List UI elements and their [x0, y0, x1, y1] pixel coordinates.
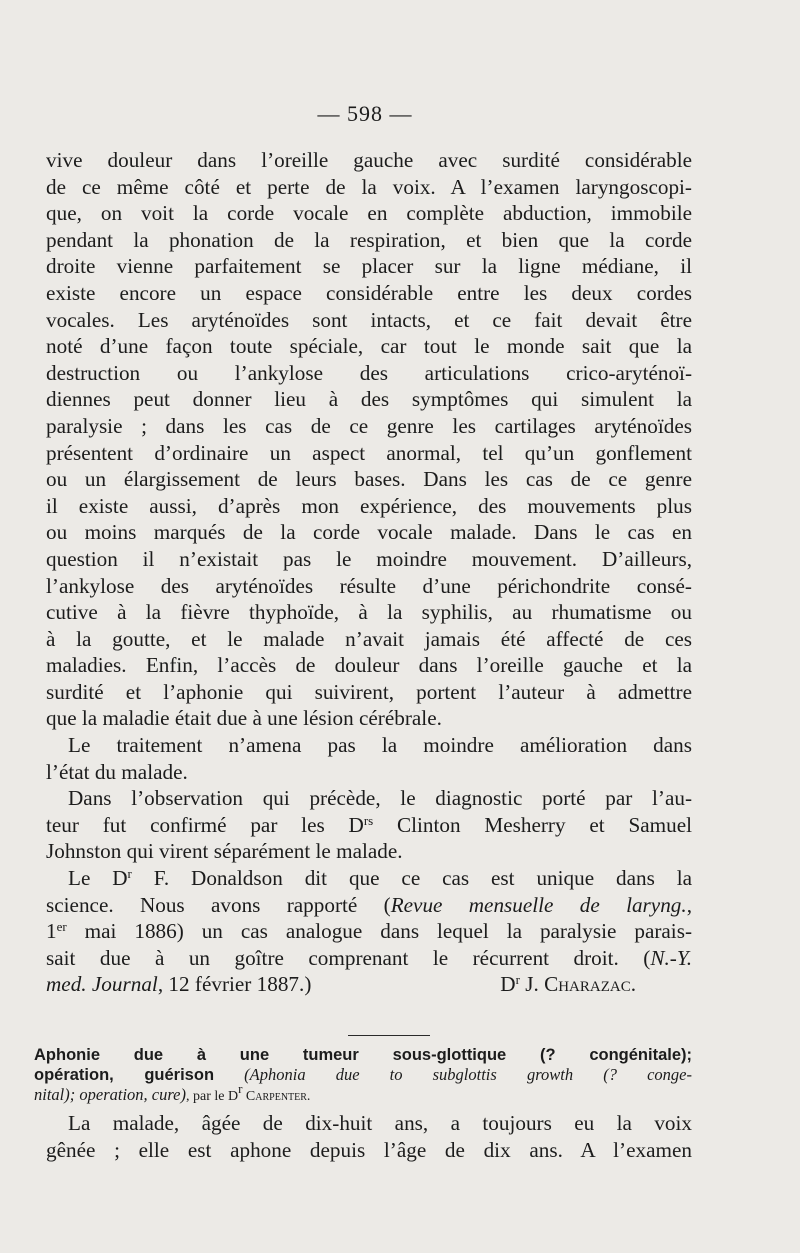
heading-line: nital); operation, cure), par le $D^r$ Carpenter. — [34, 1081, 311, 1104]
page-number: — 598 — — [317, 101, 413, 126]
text-line: il existe aussi, d’après mon expérience, des mouvements plus — [46, 493, 692, 518]
text-line: ou moins marqués de la corde vocale malade. Dans le cas en — [46, 520, 692, 545]
text-line: diennes peut donner lieu à des symptômes qui simulent la — [46, 387, 692, 412]
text-line: de ce même côté et perte de la voix. A l’examen laryngoscopi- — [46, 174, 692, 199]
text-line: présentent d’ordinaire un aspect anormal, tel qu’un gonflement — [46, 440, 692, 465]
text-line: cutive à la fièvre thyphoïde, à la syphilis, au rhumatisme ou — [46, 600, 692, 625]
text-line: ou un élargissement de leurs bases. Dans les cas de ce genre — [46, 467, 692, 492]
text-line: l’ankylose des aryténoïdes résulte d’une périchondrite consé- — [46, 573, 692, 598]
text-line: à la goutte, et le malade n’avait jamais été affecté de ces — [46, 626, 692, 651]
heading-line: opération, guérison (Aphonia due to subglottis growth (? conge- — [34, 1065, 693, 1084]
paragraph — [46, 785, 692, 865]
article-body — [46, 147, 692, 998]
section-divider — [348, 1035, 430, 1036]
text-line: surdité et l’aphonie qui suivirent, portent l’auteur à admettre — [46, 679, 692, 704]
article-body — [46, 1110, 692, 1163]
text-line: existe encore un espace considérable entre les deux cordes — [46, 280, 692, 305]
text-line: 1er mai 1886) un cas analogue dans lequel la paralysie parais- — [46, 919, 692, 944]
text-line: paralysie ; dans les cas de ce genre les cartilages aryténoïdes — [46, 413, 692, 438]
text-line: La malade, âgée de dix-huit ans, a toujours eu la voix — [68, 1111, 692, 1135]
text-line: teur fut confirmé par les $D^{rs}$ Clinton Mesherry et Samuel — [46, 812, 693, 837]
paragraph — [46, 865, 692, 998]
text-line: Johnston qui virent séparément le malade. — [46, 839, 403, 864]
text-line: pendant la phonation de la respiration, et bien que la corde — [46, 227, 692, 252]
text-line: que la maladie était due à une lésion cérébrale. — [46, 706, 442, 731]
author-signature: $D^r$ J. Charazac. — [500, 972, 636, 997]
text-line: vocales. Les aryténoïdes sont intacts, et ce fait devait être — [46, 307, 692, 332]
paragraph — [46, 1110, 692, 1163]
text-line: Le traitement n’amena pas la moindre amélioration dans — [68, 733, 692, 758]
paragraph — [46, 732, 692, 785]
text-line: vive douleur dans l’oreille gauche avec surdité considérable — [46, 148, 692, 172]
text-line: que, on voit la corde vocale en complète abduction, immobile — [46, 201, 692, 226]
heading-line: Aphonie due à une tumeur sous-glottique (? congénitale); — [34, 1046, 692, 1064]
text-line: Le $D^r$ F. Donaldson dit que ce cas est unique dans la — [68, 866, 692, 891]
text-line: sait due à un goître comprenant le récurrent droit. (N.-Y. — [46, 945, 692, 970]
paragraph — [46, 147, 692, 732]
text-line: med. Journal, 12 février 1887.) $D^r$ J. Charazac. — [46, 972, 636, 997]
text-line: droite vienne parfaitement se placer sur la ligne médiane, il — [46, 254, 692, 279]
text-line: gênée ; elle est aphone depuis l’âge de dix ans. A l’examen — [46, 1137, 692, 1162]
text-line: noté d’une façon toute spéciale, car tout le monde sait que la — [46, 334, 692, 359]
text-line: destruction ou l’ankylose des articulations crico-aryténoï- — [46, 360, 692, 385]
text-line: question il n’existait pas le moindre mouvement. D’ailleurs, — [46, 546, 692, 571]
section-heading — [34, 1044, 692, 1104]
text-line: science. Nous avons rapporté (Revue mensuelle de laryng., — [46, 892, 692, 917]
text-line: Dans l’observation qui précède, le diagnostic porté par l’au- — [68, 786, 692, 811]
text-line: l’état du malade. — [46, 759, 188, 784]
text-line: maladies. Enfin, l’accès de douleur dans l’oreille gauche et la — [46, 653, 692, 678]
